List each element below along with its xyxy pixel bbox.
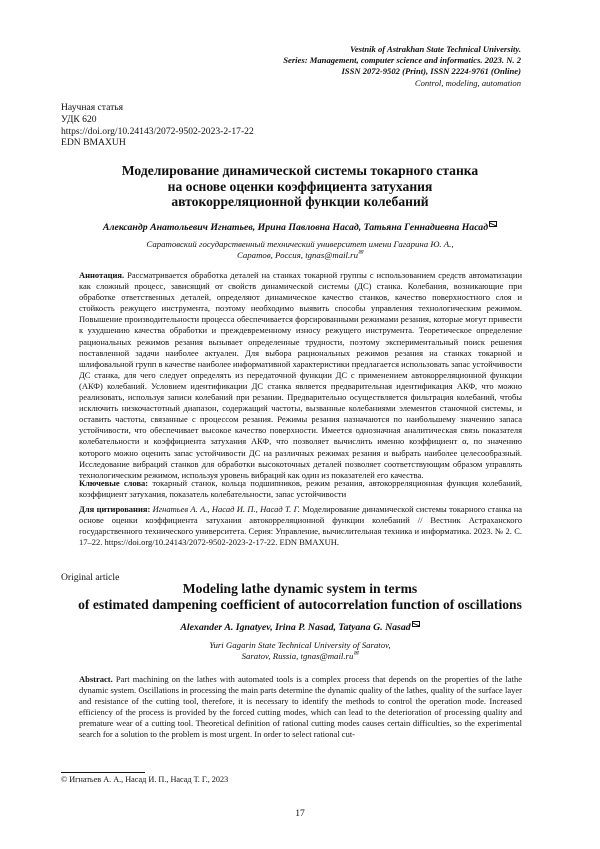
ru-affil-line: Саратовский государственный технический университет имени Гагарина Ю. А., [146, 239, 454, 249]
envelope-icon [412, 621, 420, 627]
ru-affil-line [61, 250, 539, 261]
ru-email-link[interactable]: Саратов, Россия, tgnas@mail.ru [236, 250, 359, 261]
ru-cite-text: Моделирование динамической системы токарного станка на основе оценки коэффициента затухания автокорреляционной функции колебаний // Вестник Астраханского государственного технического университета. Серия: Управление, вычислительная техника и информатика. 2023. № 2. С. 17–22. https://doi.org/10.24143/2072-9502-2023-2-17-22. EDN BMAXUH. [79, 504, 523, 548]
page-number: 17 [295, 808, 305, 819]
ru-title-line: автокорреляционной функции колебаний [171, 194, 429, 210]
en-affiliation [61, 640, 539, 662]
doi-link[interactable]: https://doi.org/10.24143/2072-9502-2023-2-17-22 [61, 125, 254, 137]
en-abstract-text: Part machining on the lathes with automated tools is a complex process that depends on the properties of the lathe dynamic system. Oscillations in processing the main parts determine the dynamic quality of the lathes, quality of the surface layer and resistance of the cutting tool, therefore, it is necessary to identify the methods to control the operation mode. Increased efficiency of the process is provided by the forced cutting modes, which can lead to the deterioration of processing quality and premature wear of a cutting tool. Theoretical definition of rational cutting modes causes certain difficulties, so the experimental search for a solution to the problem is most urgent. In order to select rational cut- [79, 674, 522, 740]
email-mark: ✉ [353, 651, 359, 658]
email-mark: ✉ [358, 250, 364, 257]
ru-keywords-label: Ключевые слова: [79, 478, 149, 488]
ru-title-line: Моделирование динамической системы токарного станка [121, 163, 479, 178]
envelope-icon [489, 221, 497, 227]
journal-series: Series: Management, computer science and informatics. 2023. N. 2 [283, 55, 521, 66]
edn: EDN BMAXUH [61, 137, 126, 149]
journal-name: Vestnik of Astrakhan State Technical University. [350, 44, 521, 54]
article-type: Научная статья [61, 102, 124, 113]
en-title-line: of estimated dampening coefficient of autocorrelation function of oscillations [78, 597, 522, 612]
journal-header [81, 44, 521, 89]
ru-authors [61, 222, 539, 234]
original-article-label: Original article [61, 572, 120, 583]
ru-cite-label: Для цитирования: [79, 504, 151, 514]
en-authors [61, 622, 539, 634]
ru-abstract [79, 270, 522, 481]
ru-abstract-label: Аннотация. [79, 270, 125, 280]
ru-abstract-text: Рассматривается обработка деталей на станках токарной группы с использованием средств автоматизации как сложный процесс, зависящий от свойств динамической системы (ДС) станка. Колебания, возникающие при обработке ответственных деталей, определяют динамическое качество станков, качество поверхностного слоя и стойкость режущего инструмента, поэтому необходимо выявить способы управления технологическим режимом. Повышение производительности процесса обеспечивается форсированными режимами резания, которые могут привести к ухудшению качества обработки и преждевременному износу режущего инструмента. Теоретическое определение рациональных режимов резания вызывает определенные трудности, поэтому экспериментальный поиск решения поставленной задачи наиболее актуален. Для выбора рациональных режимов резания на станках токарной и шлифовальной групп в качестве наиболее информативной характеристики предлагается использовать запас устойчивости ДС станка, для чего следует определять из передаточной функции ДС с применением автокорреляционной функции (АКФ) колебаний. Условием идентификации ДС станка является предварительная идентификация АКФ, что можно реализовать, используя записи колебаний при резании. Предварительно осуществляется фильтрация колебаний, чтобы исключить низкочастотный диапазон, содержащий частоты, вызванные колебаниями элементов станочной системы, и оставить частоты, связанные с процессом резания. Режимы резания назначаются по наибольшему значению запаса устойчивости, что обеспечивает высокое качество поверхности. Имеется однозначная аналитическая связь показателя колебательности и коэффициента затухания АКФ, что позволяет вычислить именно коэффициент α, по значению которого можно оценить запас устойчивости ДС на различных режимах резания и выбрать наиболее целесообразный. Исследование вибраций станков для обработки высокоточных деталей позволяет соответствующим образом управлять технологическим режимом, используя уровень вибраций как один из показателей его качества. [79, 270, 523, 480]
journal-section: Control, modeling, automation [414, 77, 521, 88]
ru-keywords [79, 478, 522, 500]
udk: УДК 620 [61, 113, 97, 125]
ru-citation [79, 504, 522, 548]
ru-keywords-text: токарный станок, кольца подшипников, режим резания, автокорреляционная функция колебаний, коэффициент затухания, показатель колебательности, запас устойчивости [79, 478, 523, 500]
en-affil-line: Yuri Gagarin State Technical University of Saratov, [209, 640, 391, 650]
ru-title [61, 163, 539, 210]
en-abstract [79, 674, 522, 741]
ru-affiliation [61, 239, 539, 261]
copyright: © Игнатьев А. А., Насад И. П., Насад Т. Г., 2023 [61, 775, 229, 784]
en-title [61, 581, 539, 613]
ru-title-line: на основе оценки коэффициента затухания [167, 178, 433, 194]
footnote-divider [61, 772, 145, 773]
ru-cite-authors: Игнатьев А. А., Насад И. П., Насад Т. Г. [152, 504, 300, 514]
en-title-line: Modeling lathe dynamic system in terms [182, 581, 418, 596]
journal-issn: ISSN 2072-9502 (Print), ISSN 2224-9761 (Online) [341, 66, 521, 77]
en-affil-line [61, 651, 539, 662]
en-email-link[interactable]: Saratov, Russia, tgnas@mail.ru [241, 651, 354, 662]
en-authors-text: Alexander A. Ignatyev, Irina P. Nasad, Tatyana G. Nasad [180, 622, 411, 633]
ru-authors-text: Александр Анатольевич Игнатьев, Ирина Павловна Насад, Татьяна Геннадиевна Насад [102, 222, 489, 233]
article-meta [61, 102, 254, 149]
en-abstract-label: Abstract. [79, 674, 113, 684]
